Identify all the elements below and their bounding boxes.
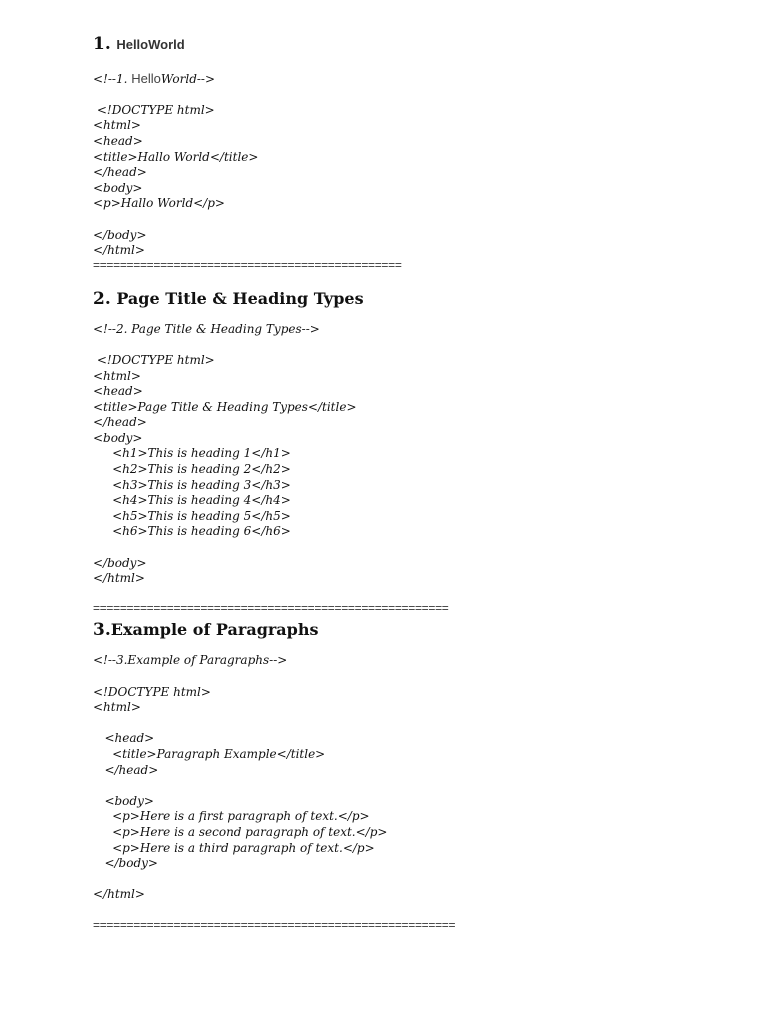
code-line: [93, 872, 733, 888]
code-line: <p>Here is a third paragraph of text.</p>: [93, 840, 375, 855]
code-line: <!DOCTYPE html>: [93, 102, 215, 117]
code-line: <head>: [93, 133, 143, 148]
code-line: <body>: [93, 430, 143, 445]
code-line: <p>Here is a first paragraph of text.</p>: [93, 809, 370, 824]
divider-rule: =====================================================: [93, 602, 449, 615]
code-line: <title>Page Title & Heading Types</title>: [93, 399, 357, 414]
code-block: [93, 353, 733, 603]
section-1: [93, 34, 733, 271]
code-line: <h5>This is heading 5</h5>: [93, 508, 291, 523]
section-title: Page Title & Heading Types: [110, 288, 364, 308]
code-line: <!DOCTYPE html>: [93, 352, 215, 367]
code-block: [93, 685, 733, 919]
section-heading: [93, 289, 733, 309]
divider-rule: ======================================================: [93, 918, 456, 931]
code-line: </body>: [93, 555, 147, 570]
code-line: <body>: [93, 793, 154, 808]
code-line: <p>Hallo World</p>: [93, 196, 225, 211]
code-line: <title>Hallo World</title>: [93, 149, 259, 164]
code-line: <title>Paragraph Example</title>: [93, 746, 326, 761]
code-line: <p>Here is a second paragraph of text.</p>: [93, 824, 388, 839]
section-title: Example of Paragraphs: [110, 620, 319, 640]
code-comment: <!--2. Page Title & Heading Types-->: [93, 321, 320, 336]
section-heading: [93, 620, 733, 640]
code-block: [93, 103, 733, 259]
section-title: HelloWorld: [116, 37, 185, 52]
code-line: [93, 212, 733, 228]
code-line: [93, 903, 733, 919]
code-line: </head>: [93, 415, 147, 430]
section-number: 1.: [93, 34, 111, 54]
code-line: </body>: [93, 856, 158, 871]
code-line: [93, 778, 733, 794]
section-heading: [93, 34, 733, 55]
code-line: <html>: [93, 118, 141, 133]
code-line: [93, 587, 733, 603]
document-page: [93, 34, 733, 931]
code-line: <!DOCTYPE html>: [93, 684, 211, 699]
code-comment: <!--3.Example of Paragraphs-->: [93, 653, 288, 668]
code-line: [93, 716, 733, 732]
code-line: <head>: [93, 384, 143, 399]
section-number: 2.: [93, 288, 111, 309]
code-line: <h2>This is heading 2</h2>: [93, 462, 291, 477]
code-line: </head>: [93, 762, 159, 777]
code-line: </html>: [93, 243, 145, 258]
code-line: </body>: [93, 227, 147, 242]
section-3: [93, 620, 733, 930]
code-line: <html>: [93, 368, 141, 383]
code-line: <h4>This is heading 4</h4>: [93, 493, 291, 508]
code-line: [93, 540, 733, 556]
code-line: <h1>This is heading 1</h1>: [93, 446, 291, 461]
code-line: </html>: [93, 887, 145, 902]
section-number: 3.: [93, 620, 111, 641]
code-line: <html>: [93, 700, 141, 715]
code-line: </html>: [93, 571, 145, 586]
code-line: <h6>This is heading 6</h6>: [93, 524, 291, 539]
code-line: <body>: [93, 180, 143, 195]
divider-rule: ==============================================: [93, 258, 402, 271]
code-comment: <!--1. HelloWorld-->: [93, 70, 216, 86]
code-line: <head>: [93, 731, 155, 746]
code-line: </head>: [93, 165, 147, 180]
section-2: [93, 289, 733, 615]
code-line: <h3>This is heading 3</h3>: [93, 477, 291, 492]
